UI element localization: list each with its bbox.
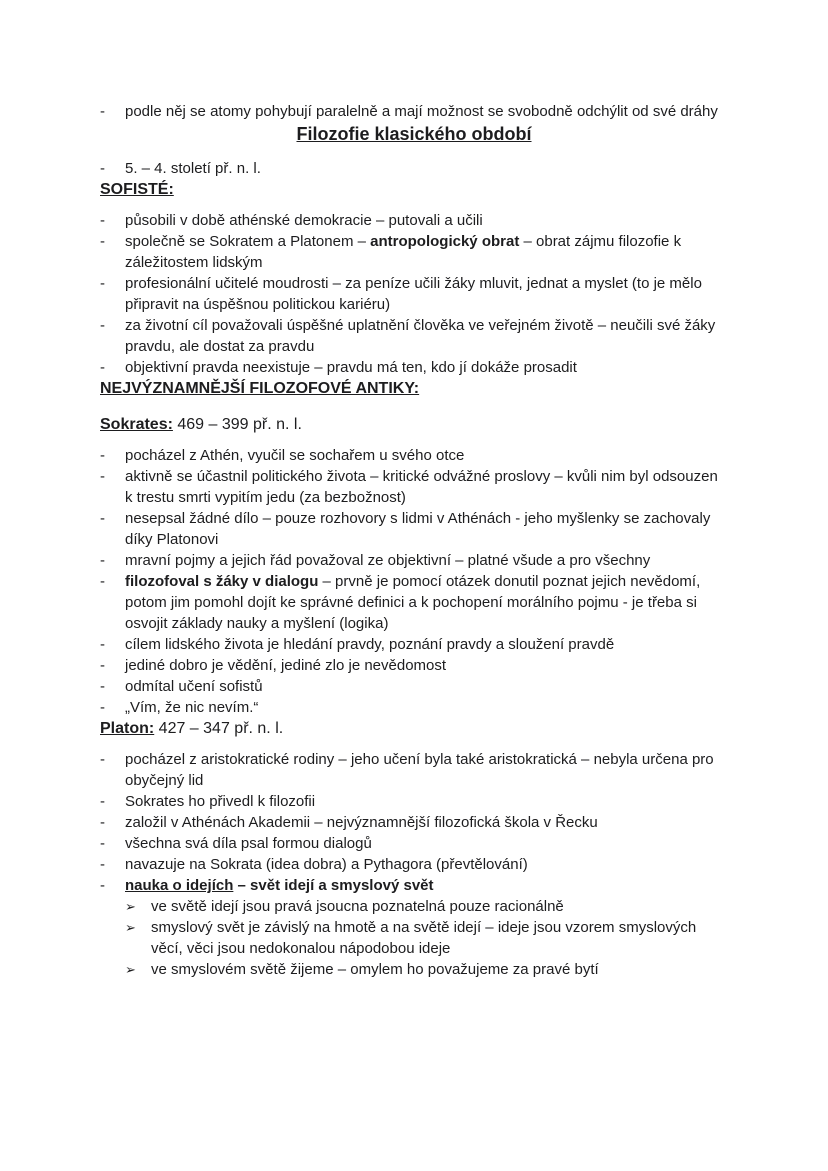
nauka-subtitle: – svět idejí a smyslový svět bbox=[233, 877, 434, 894]
sub-bullet-item bbox=[125, 917, 728, 959]
arrow-bullet-marker: ➢ bbox=[125, 899, 136, 914]
dash-bullet-marker: - bbox=[100, 856, 105, 873]
text-segment-bold: filozofoval s žáky v dialogu bbox=[125, 573, 319, 590]
bullet-item bbox=[100, 571, 728, 634]
sub-bullet-text: ve světě idejí jsou pravá jsoucna poznatelná pouze racionálně bbox=[151, 898, 564, 915]
bullet-text: aktivně se účastnil politického života – kritické odvážné proslovy – kvůli nim byl odsouzen k trestu smrti vypitím jedu (za bezbožnost) bbox=[125, 468, 718, 506]
nauka-bullet-list bbox=[100, 875, 728, 980]
dash-bullet-marker: - bbox=[100, 275, 105, 292]
dash-bullet-marker: - bbox=[100, 160, 105, 177]
bullet-text: profesionální učitelé moudrosti – za peníze učili žáky mluvit, jednat a myslet (to je mělo připravit na úspěšnou politickou kariéru) bbox=[125, 275, 702, 313]
bullet-text: působili v době athénské demokracie – putovali a učili bbox=[125, 212, 483, 229]
bullet-item bbox=[100, 791, 728, 812]
bullet-item bbox=[100, 101, 728, 122]
bullet-item bbox=[100, 655, 728, 676]
bullet-text: nesepsal žádné dílo – pouze rozhovory s lidmi v Athénách - jeho myšlenky se zachovaly díky Platonovi bbox=[125, 510, 711, 548]
bullet-item bbox=[100, 508, 728, 550]
dash-bullet-marker: - bbox=[100, 447, 105, 464]
dash-bullet-marker: - bbox=[100, 552, 105, 569]
dash-bullet-marker: - bbox=[100, 103, 105, 120]
arrow-bullet-marker: ➢ bbox=[125, 920, 136, 935]
intro-bullet-list bbox=[100, 101, 728, 122]
bullet-item bbox=[100, 812, 728, 833]
nauka-sub-list bbox=[125, 896, 728, 980]
bullet-text: všechna svá díla psal formou dialogů bbox=[125, 835, 372, 852]
bullet-item bbox=[100, 231, 728, 273]
dash-bullet-marker: - bbox=[100, 212, 105, 229]
bullet-item bbox=[100, 445, 728, 466]
bullet-text: jediné dobro je vědění, jediné zlo je nevědomost bbox=[125, 657, 447, 674]
sub-bullet-text: smyslový svět je závislý na hmotě a na světě idejí – ideje jsou vzorem smyslových věcí, věci jsou nedokonalou nápodobou ideje bbox=[151, 919, 697, 957]
bullet-text: 5. – 4. století př. n. l. bbox=[125, 160, 261, 177]
dash-bullet-marker: - bbox=[100, 699, 105, 716]
bullet-text: odmítal učení sofistů bbox=[125, 678, 263, 695]
bullet-text: „Vím, že nic nevím.“ bbox=[125, 699, 259, 716]
bullet-item bbox=[100, 875, 728, 980]
bullet-text: pocházel z aristokratické rodiny – jeho učení byla také aristokratická – nebyla určena pro obyčejný lid bbox=[125, 751, 714, 789]
dash-bullet-marker: - bbox=[100, 573, 105, 590]
sub-bullet-text: ve smyslovém světě žijeme – omylem ho považujeme za pravé bytí bbox=[151, 961, 599, 978]
sofiste-bullet-list bbox=[100, 210, 728, 378]
bullet-item bbox=[100, 634, 728, 655]
bullet-text: za životní cíl považovali úspěšné uplatnění člověka ve veřejném životě – neučili své žáky pravdu, ale dostat za pravdu bbox=[125, 317, 716, 355]
arrow-bullet-marker: ➢ bbox=[125, 962, 136, 977]
period-bullet-list bbox=[100, 158, 728, 179]
dash-bullet-marker: - bbox=[100, 233, 105, 250]
antika-heading: NEJVÝZNAMNĚJŠÍ FILOZOFOVÉ ANTIKY: bbox=[100, 380, 420, 397]
dash-bullet-marker: - bbox=[100, 657, 105, 674]
dash-bullet-marker: - bbox=[100, 359, 105, 376]
text-segment-bold: antropologický obrat bbox=[370, 233, 520, 250]
platon-heading bbox=[100, 718, 728, 740]
sokrates-dates: 469 – 399 př. n. l. bbox=[172, 416, 302, 433]
bullet-text: Sokrates ho přivedl k filozofii bbox=[125, 793, 316, 810]
text-segment: – obrat zájmu filozofie k záležitostem lidským bbox=[125, 233, 682, 271]
bullet-text: cílem lidského života je hledání pravdy, poznání pravdy a sloužení pravdě bbox=[125, 636, 615, 653]
dash-bullet-marker: - bbox=[100, 814, 105, 831]
dash-bullet-marker: - bbox=[100, 877, 105, 894]
bullet-item bbox=[100, 676, 728, 697]
text-segment: společně se Sokratem a Platonem – bbox=[125, 233, 371, 250]
dash-bullet-marker: - bbox=[100, 793, 105, 810]
bullet-item bbox=[100, 854, 728, 875]
dash-bullet-marker: - bbox=[100, 317, 105, 334]
nauka-term: nauka o idejích bbox=[125, 877, 234, 894]
bullet-text: objektivní pravda neexistuje – pravdu má ten, kdo jí dokáže prosadit bbox=[125, 359, 577, 376]
sokrates-name: Sokrates: bbox=[100, 416, 173, 433]
bullet-item bbox=[100, 749, 728, 791]
bullet-text bbox=[125, 231, 728, 273]
bullet-text: pocházel z Athén, vyučil se sochařem u svého otce bbox=[125, 447, 465, 464]
sub-bullet-item bbox=[125, 896, 728, 917]
dash-bullet-marker: - bbox=[100, 636, 105, 653]
dash-bullet-marker: - bbox=[100, 678, 105, 695]
bullet-text bbox=[125, 875, 728, 980]
bullet-item bbox=[100, 210, 728, 231]
page-title: Filozofie klasického období bbox=[296, 124, 532, 144]
sokrates-heading bbox=[100, 414, 728, 436]
bullet-text: mravní pojmy a jejich řád považoval ze objektivní – platné všude a pro všechny bbox=[125, 552, 651, 569]
sokrates-bullet-list bbox=[100, 445, 728, 718]
sub-bullet-item bbox=[125, 959, 728, 980]
dash-bullet-marker: - bbox=[100, 510, 105, 527]
text-segment: – prvně je pomocí otázek donutil poznat jejich nevědomí, potom jim pomohl dojít ke správné definici a k pochopení morálního pojmu - je třeba si osvojit základy nauky a myšlení (logika) bbox=[125, 573, 701, 632]
platon-dates: 427 – 347 př. n. l. bbox=[154, 720, 284, 737]
bullet-item bbox=[100, 550, 728, 571]
bullet-item bbox=[100, 833, 728, 854]
platon-name: Platon: bbox=[100, 720, 155, 737]
dash-bullet-marker: - bbox=[100, 751, 105, 768]
bullet-item bbox=[100, 315, 728, 357]
bullet-item bbox=[100, 357, 728, 378]
platon-bullet-list bbox=[100, 749, 728, 875]
dash-bullet-marker: - bbox=[100, 835, 105, 852]
bullet-item bbox=[100, 158, 728, 179]
bullet-item bbox=[100, 466, 728, 508]
bullet-item bbox=[100, 697, 728, 718]
bullet-item bbox=[100, 273, 728, 315]
bullet-text: podle něj se atomy pohybují paralelně a mají možnost se svobodně odchýlit od své dráhy bbox=[125, 103, 718, 120]
dash-bullet-marker: - bbox=[100, 468, 105, 485]
bullet-text bbox=[125, 571, 728, 634]
bullet-text: založil v Athénách Akademii – nejvýznamnější filozofická škola v Řecku bbox=[125, 814, 598, 831]
sofiste-heading: SOFISTÉ: bbox=[100, 181, 174, 198]
bullet-text: navazuje na Sokrata (idea dobra) a Pythagora (převtělování) bbox=[125, 856, 528, 873]
